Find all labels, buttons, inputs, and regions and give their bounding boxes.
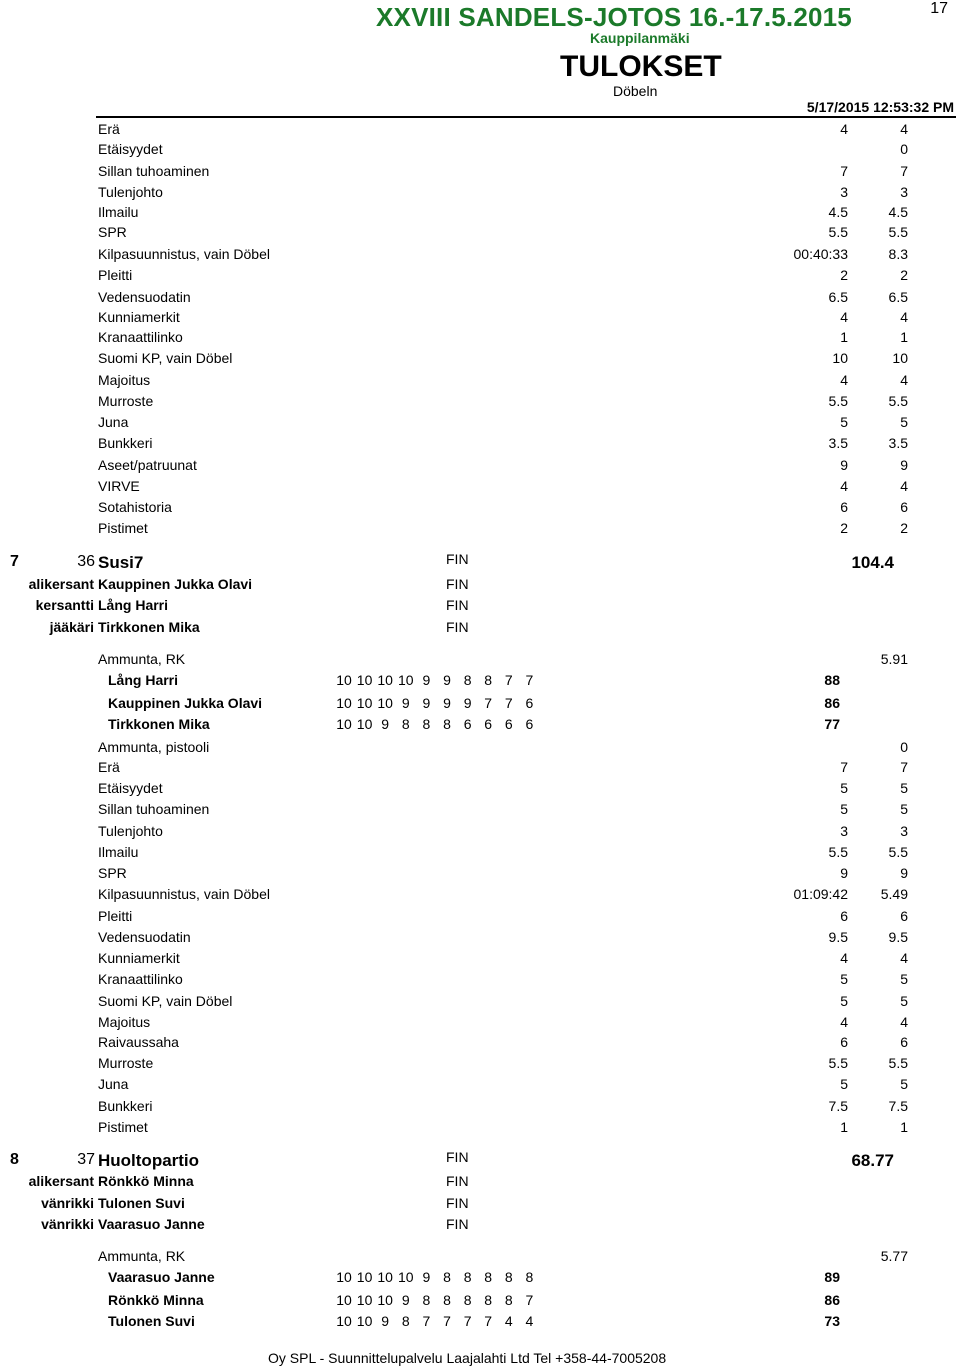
member-name: Tulonen Suvi [98,1195,185,1211]
shot-score: 7 [463,1313,472,1329]
result-label: Majoitus [98,372,151,388]
event-title: XXVIII SANDELS-JOTOS 16.-17.5.2015 [376,2,852,32]
result-points: 5.5 [888,1055,908,1071]
result-raw-value: 4 [840,121,848,137]
result-row [0,971,960,991]
result-raw-value: 7 [840,759,848,775]
shooter-total: 73 [824,1313,840,1329]
team-total: 68.77 [851,1151,894,1170]
member-nationality: FIN [446,597,469,613]
result-points: 5.49 [880,886,908,902]
team-total: 104.4 [851,553,894,572]
result-row [0,1034,960,1054]
shot-score: 10 [356,1313,373,1329]
shot-score: 10 [398,672,414,688]
result-points: 5 [900,780,908,796]
shot-score: 8 [443,1269,451,1285]
result-label: Juna [98,1076,129,1092]
shot-score: 8 [401,1313,410,1329]
shot-score: 10 [356,1292,373,1308]
shot-score: 9 [463,695,472,711]
result-label: Ammunta, pistooli [98,739,210,755]
shooter-total: 88 [824,672,840,688]
result-row [0,801,960,821]
member-rank: kersantti [35,597,94,613]
result-row [0,1119,960,1139]
result-label: Ilmailu [98,204,139,220]
shot-score: 7 [525,1292,534,1308]
result-label: Kilpasuunnistus, vain Döbel [98,246,270,262]
shot-score: 7 [484,1313,493,1329]
result-label: Etäisyydet [98,141,163,157]
shooting-row [0,651,960,671]
result-row [0,520,960,540]
result-points: 9 [900,865,908,881]
team-member [0,1173,960,1193]
result-raw-value: 2 [840,520,848,536]
team-rank: 8 [10,1151,19,1168]
result-label: SPR [98,865,127,881]
result-label: Juna [98,414,129,430]
result-row [0,929,960,949]
result-label: Kilpasuunnistus, vain Döbel [98,886,270,902]
shot-score: 8 [504,1292,513,1308]
shot-score: 10 [336,672,352,688]
result-points: 5 [900,993,908,1009]
result-raw-value: 7 [840,163,848,179]
category-name: Döbeln [613,83,658,99]
result-row [0,204,960,224]
result-raw-value: 4 [840,950,848,966]
shot-score: 10 [356,716,373,732]
result-row [0,759,960,779]
result-points: 7 [900,759,908,775]
shot-score: 10 [336,1313,352,1329]
shooting-points: 5.91 [880,651,908,667]
shooter-name: Tulonen Suvi [108,1313,195,1329]
shot-score: 8 [401,716,410,732]
result-label: Pistimet [98,1119,148,1135]
result-row [0,121,960,141]
result-label: Vedensuodatin [98,289,191,305]
member-name: Kauppinen Jukka Olavi [98,576,253,592]
result-points: 5.5 [888,844,908,860]
shot-score: 8 [463,672,472,688]
shot-score: 6 [525,695,534,711]
result-raw-value: 5 [840,1076,848,1092]
team-nationality: FIN [446,551,469,567]
shot-score: 6 [484,716,493,732]
page-number: 17 [930,0,948,17]
member-rank: vänrikki [41,1195,94,1211]
result-row [0,908,960,928]
shot-score: 8 [484,1269,493,1285]
result-raw-value: 4 [840,309,848,325]
shot-score: 10 [356,1269,373,1285]
result-points: 6.5 [888,289,908,305]
result-raw-value: 10 [832,350,848,366]
team-member [0,1195,960,1215]
result-raw-value: 3 [840,823,848,839]
result-row [0,865,960,885]
results-heading: TULOKSET [560,50,722,83]
result-raw-value: 6 [840,499,848,515]
result-points: 3.5 [888,435,908,451]
result-label: Etäisyydet [98,780,163,796]
shooter-row [0,1313,960,1333]
result-label: Murroste [98,393,154,409]
result-row [0,457,960,477]
footer-text: Oy SPL - Suunnittelupalvelu Laajalahti Ltd Tel +358-44-7005208 [268,1350,667,1366]
team-member [0,619,960,639]
result-points: 5.5 [888,224,908,240]
print-timestamp: 5/17/2015 12:53:32 PM [806,99,954,115]
shot-score: 8 [443,1292,451,1308]
result-points: 4 [900,478,908,494]
shot-score: 9 [401,695,410,711]
result-raw-value: 5.5 [828,224,848,240]
team-header-37 [0,1151,960,1175]
result-raw-value: 2 [840,267,848,283]
shot-score: 10 [336,716,352,732]
shot-score: 8 [484,1292,493,1308]
member-nationality: FIN [446,576,469,592]
shooter-name: Kauppinen Jukka Olavi [108,695,263,711]
result-label: Ilmailu [98,844,139,860]
result-points: 6 [900,1034,908,1050]
result-label: Suomi KP, vain Döbel [98,350,233,366]
member-nationality: FIN [446,1195,469,1211]
shooter-name: Tirkkonen Mika [108,716,210,732]
result-points: 0 [900,141,908,157]
result-label: Pleitti [98,267,133,283]
result-row [0,393,960,413]
result-row [0,329,960,349]
shot-score: 10 [377,1292,393,1308]
result-label: Raivaussaha [98,1034,179,1050]
result-raw-value: 00:40:33 [793,246,848,262]
result-raw-value: 5 [840,993,848,1009]
result-points: 6 [900,499,908,515]
shooter-total: 89 [824,1269,840,1285]
member-name: Lång Harri [98,597,169,613]
shooter-name: Vaarasuo Janne [108,1269,215,1285]
result-raw-value: 5.5 [828,844,848,860]
result-label: Sillan tuhoaminen [98,801,210,817]
result-raw-value: 5.5 [828,1055,848,1071]
team-number: 36 [77,553,95,570]
result-label: Kranaattilinko [98,329,183,345]
team-member [0,597,960,617]
result-row [0,823,960,843]
shooting-label: Ammunta, RK [98,651,186,667]
result-raw-value: 4.5 [828,204,848,220]
result-raw-value: 5 [840,971,848,987]
result-label: SPR [98,224,127,240]
shot-score: 10 [356,695,373,711]
result-row [0,1014,960,1034]
shot-score: 6 [463,716,472,732]
result-raw-value: 4 [840,478,848,494]
result-label: Suomi KP, vain Döbel [98,993,233,1009]
result-raw-value: 9 [840,457,848,473]
result-row [0,1076,960,1096]
shot-score: 10 [336,1292,352,1308]
shot-score: 8 [463,1269,472,1285]
team-header-36 [0,553,960,577]
result-label: Kunniamerkit [98,309,180,325]
result-row [0,950,960,970]
shot-score: 9 [381,716,390,732]
shot-score: 8 [525,1269,534,1285]
result-label: Sotahistoria [98,499,172,515]
shot-score: 9 [381,1313,390,1329]
shot-score: 9 [422,695,431,711]
result-points: 5 [900,414,908,430]
shot-score: 7 [504,672,513,688]
member-rank: alikersant [28,576,94,592]
result-label: VIRVE [98,478,140,494]
result-row [0,780,960,800]
result-points: 3 [900,184,908,200]
result-points: 9.5 [888,929,908,945]
shot-score: 10 [377,1269,393,1285]
result-raw-value: 4 [840,372,848,388]
result-row [0,309,960,329]
shot-score: 4 [525,1313,534,1329]
result-row [0,372,960,392]
team-number: 37 [77,1151,95,1168]
shot-score: 9 [422,672,431,688]
result-row [0,246,960,266]
shot-score: 8 [443,716,451,732]
shooter-total: 86 [824,695,840,711]
result-raw-value: 4 [840,1014,848,1030]
result-points: 4.5 [888,204,908,220]
shooting-label: Ammunta, RK [98,1248,186,1264]
team-name: Susi7 [98,553,144,572]
shooter-row [0,1292,960,1312]
shooter-name: Rönkkö Minna [108,1292,204,1308]
result-raw-value: 1 [840,329,848,345]
result-raw-value: 5 [840,414,848,430]
result-points: 2 [900,267,908,283]
shot-score: 10 [336,1269,352,1285]
shot-score: 9 [443,695,451,711]
team-nationality: FIN [446,1149,469,1165]
result-label: Bunkkeri [98,1098,153,1114]
result-label: Kranaattilinko [98,971,183,987]
team-name: Huoltopartio [98,1151,200,1170]
result-points: 1 [900,329,908,345]
result-row [0,1098,960,1118]
result-raw-value: 5 [840,780,848,796]
shooter-row [0,1269,960,1289]
result-raw-value: 1 [840,1119,848,1135]
result-label: Bunkkeri [98,435,153,451]
result-label: Tulenjohto [98,823,163,839]
member-name: Vaarasuo Janne [98,1216,205,1232]
result-points: 4 [900,950,908,966]
result-row [0,844,960,864]
member-rank: alikersant [28,1173,94,1189]
result-row [0,184,960,204]
result-points: 4 [900,1014,908,1030]
shot-score: 10 [336,695,352,711]
member-rank: jääkäri [49,619,94,635]
member-nationality: FIN [446,619,469,635]
result-raw-value: 7.5 [828,1098,848,1114]
shot-score: 10 [377,672,393,688]
result-label: Vedensuodatin [98,929,191,945]
result-points: 5 [900,1076,908,1092]
result-label: Sillan tuhoaminen [98,163,210,179]
shooter-row [0,672,960,692]
result-points: 9 [900,457,908,473]
result-label: Pistimet [98,520,148,536]
result-row [0,414,960,434]
result-points: 7.5 [888,1098,908,1114]
result-raw-value: 6.5 [828,289,848,305]
result-points: 3 [900,823,908,839]
result-points: 5 [900,971,908,987]
member-name: Rönkkö Minna [98,1173,194,1189]
result-raw-value: 5.5 [828,393,848,409]
result-row [0,1055,960,1075]
shot-score: 7 [525,672,534,688]
result-points: 6 [900,908,908,924]
result-row [0,499,960,519]
result-row [0,163,960,183]
shot-score: 6 [525,716,534,732]
result-row [0,478,960,498]
shot-score: 6 [504,716,513,732]
result-row [0,993,960,1013]
shot-score: 7 [504,695,513,711]
result-row [0,739,960,759]
shot-score: 8 [422,1292,431,1308]
venue-name: Kauppilanmäki [590,30,690,46]
result-raw-value: 9.5 [828,929,848,945]
result-row [0,267,960,287]
result-points: 4 [900,121,908,137]
result-points: 5.5 [888,393,908,409]
shooter-name: Lång Harri [108,672,179,688]
result-label: Kunniamerkit [98,950,180,966]
shooter-total: 77 [824,716,840,732]
result-label: Aseet/patruunat [98,457,197,473]
shot-score: 8 [484,672,493,688]
result-raw-value: 01:09:42 [793,886,848,902]
result-points: 5 [900,801,908,817]
result-raw-value: 6 [840,908,848,924]
result-label: Tulenjohto [98,184,163,200]
result-points: 8.3 [888,246,908,262]
result-row [0,224,960,244]
shot-score: 10 [398,1269,414,1285]
result-row [0,350,960,370]
result-label: Erä [98,759,120,775]
shot-score: 8 [422,716,431,732]
result-points: 0 [900,739,908,755]
result-points: 2 [900,520,908,536]
header-divider [96,116,956,118]
shot-score: 7 [422,1313,431,1329]
result-label: Pleitti [98,908,133,924]
result-raw-value: 3.5 [828,435,848,451]
shot-score: 8 [504,1269,513,1285]
member-nationality: FIN [446,1216,469,1232]
result-label: Murroste [98,1055,154,1071]
result-row [0,886,960,906]
team-member [0,576,960,596]
shooting-points: 5.77 [880,1248,908,1264]
shot-score: 10 [377,695,393,711]
result-row [0,289,960,309]
result-points: 4 [900,372,908,388]
member-name: Tirkkonen Mika [98,619,200,635]
team-rank: 7 [10,553,19,570]
result-raw-value: 6 [840,1034,848,1050]
shooter-total: 86 [824,1292,840,1308]
result-points: 10 [892,350,908,366]
result-raw-value: 3 [840,184,848,200]
result-label: Erä [98,121,120,137]
result-points: 4 [900,309,908,325]
result-label: Majoitus [98,1014,151,1030]
shot-score: 9 [443,672,451,688]
result-raw-value: 9 [840,865,848,881]
shot-score: 8 [463,1292,472,1308]
result-points: 1 [900,1119,908,1135]
result-row [0,141,960,161]
shot-score: 9 [422,1269,431,1285]
result-points: 7 [900,163,908,179]
shot-score: 7 [443,1313,451,1329]
result-raw-value: 5 [840,801,848,817]
shooter-row [0,716,960,736]
member-rank: vänrikki [41,1216,94,1232]
shot-score: 9 [401,1292,410,1308]
team-member [0,1216,960,1236]
shooting-row [0,1248,960,1268]
shooter-row [0,695,960,715]
shot-score: 4 [504,1313,513,1329]
member-nationality: FIN [446,1173,469,1189]
shot-score: 10 [356,672,373,688]
shot-score: 7 [484,695,493,711]
result-row [0,435,960,455]
